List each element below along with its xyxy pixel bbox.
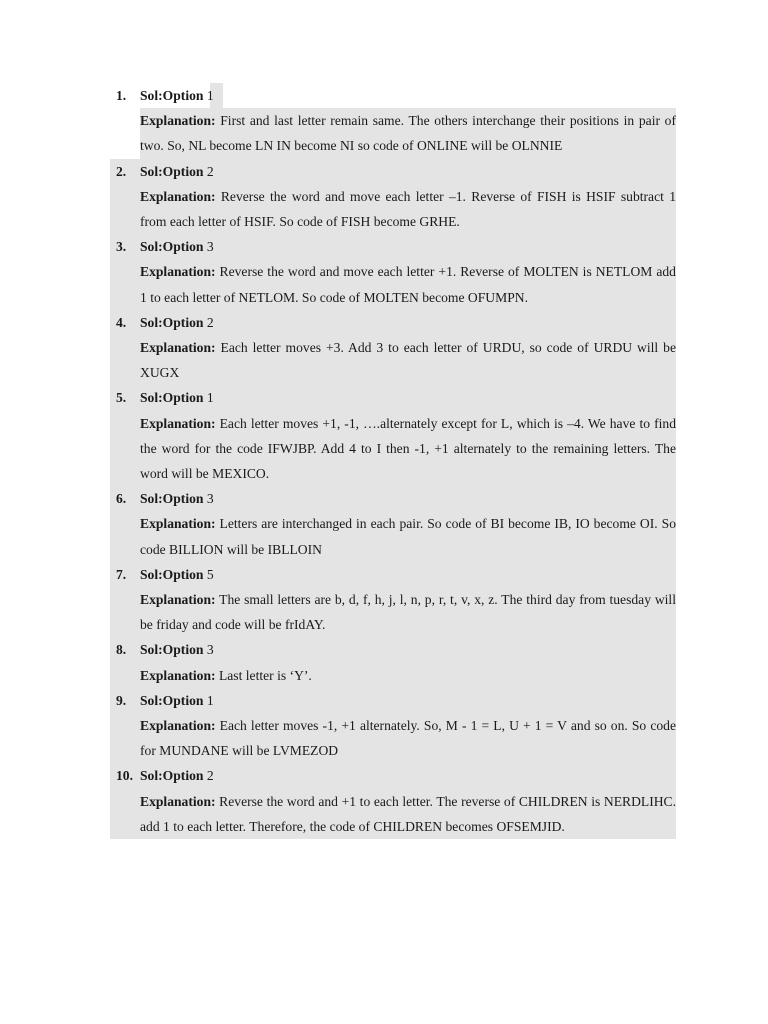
solution-number: 6.: [116, 491, 127, 507]
option-label: Option: [162, 642, 204, 658]
solution-header: [110, 486, 676, 511]
explanation: [110, 511, 676, 561]
solution-number: 9.: [116, 692, 127, 708]
option-label: Option: [162, 491, 204, 507]
option-value: 3: [206, 239, 214, 255]
solution-number: 5.: [116, 390, 127, 406]
solution-header: [110, 562, 676, 587]
solution-header: [110, 637, 676, 662]
explanation: [110, 411, 676, 487]
explanation: [110, 259, 676, 309]
solution-number: 4.: [116, 314, 127, 330]
explanation: [110, 108, 676, 158]
option-value: 1: [206, 88, 214, 103]
sol-label: Sol:: [140, 566, 163, 582]
solution-header: [110, 385, 676, 410]
solutions-list: [110, 83, 676, 839]
solution-item-10: [110, 763, 676, 839]
solution-number: 7.: [116, 566, 127, 582]
explanation-label: Explanation:: [140, 113, 216, 129]
explanation-text: Reverse the word and move each letter +1. Reverse of MOLTEN is NETLOM add 1 to each letter of NETLOM. So code of MOLTEN become OFUMPN.: [140, 264, 676, 305]
explanation-text: The small letters are b, d, f, h, j, l, n, p, r, t, v, x, z. The third day from tuesday will be friday and code will be frIdAY.: [140, 591, 676, 633]
sol-label: Sol:: [140, 390, 163, 406]
option-label: Option: [162, 163, 204, 179]
solution-item-5: [110, 385, 676, 486]
option-value: 3: [206, 642, 214, 658]
solution-header: [110, 688, 676, 713]
explanation: [110, 789, 676, 839]
explanation: [110, 713, 676, 763]
solution-number: 10.: [116, 768, 133, 784]
explanation-label: Explanation:: [140, 339, 216, 355]
explanation: [110, 663, 676, 688]
solution-item-6: [110, 486, 676, 562]
solution-header: [110, 159, 676, 184]
explanation-label: Explanation:: [140, 188, 216, 204]
explanation-label: Explanation:: [140, 717, 216, 733]
explanation: [110, 184, 676, 234]
explanation-text: Letters are interchanged in each pair. So code of BI become IB, IO become OI. So code BILLION will be IBLLOIN: [140, 516, 676, 557]
solution-item-7: [110, 562, 676, 638]
solution-item-2: [110, 159, 676, 235]
solution-number: 2.: [116, 163, 127, 179]
option-value: 2: [206, 768, 214, 784]
explanation-text: Each letter moves +3. Add 3 to each letter of URDU, so code of URDU will be XUGX: [140, 339, 676, 381]
explanation-text: Last letter is ‘Y’.: [218, 667, 312, 683]
solution-item-9: [110, 688, 676, 764]
sol-label: Sol:: [140, 239, 163, 255]
option-value: 3: [206, 491, 214, 507]
sol-label: Sol:: [140, 642, 163, 658]
option-label: Option: [162, 239, 204, 255]
explanation-label: Explanation:: [140, 415, 216, 431]
solution-item-4: [110, 310, 676, 386]
option-label: Option: [162, 768, 204, 784]
explanation: [110, 587, 676, 637]
option-label: Option: [162, 390, 204, 406]
solution-header: [110, 83, 676, 108]
solution-number: 8.: [116, 642, 127, 658]
sol-label: Sol:: [140, 692, 163, 708]
option-value: 5: [206, 566, 214, 582]
explanation: [110, 335, 676, 385]
option-value: 2: [206, 314, 214, 330]
sol-label: Sol:: [140, 491, 163, 507]
explanation-text: Reverse the word and +1 to each letter. The reverse of CHILDREN is NERDLIHC. add 1 to each letter. Therefore, the code of CHILDREN becomes OFSEMJID.: [140, 793, 676, 834]
solution-header: [110, 310, 676, 335]
explanation-text: Each letter moves -1, +1 alternately. So, M - 1 = L, U + 1 = V and so on. So code for MUNDANE will be LVMEZOD: [140, 717, 676, 759]
solution-item-8: [110, 637, 676, 687]
solution-header: [110, 234, 676, 259]
explanation-label: Explanation:: [140, 667, 216, 683]
option-value: 2: [206, 163, 214, 179]
explanation-text: Reverse the word and move each letter –1. Reverse of FISH is HSIF subtract 1 from each letter of HSIF. So code of FISH become GRHE.: [140, 188, 676, 229]
explanation-label: Explanation:: [140, 516, 216, 532]
option-value: 1: [206, 390, 214, 406]
explanation-label: Explanation:: [140, 793, 216, 809]
solution-item-3: [110, 234, 676, 310]
explanation-text: First and last letter remain same. The others interchange their positions in pair of two. So, NL become LN IN become NI so code of ONLINE will be OLNNIE: [140, 113, 676, 154]
explanation-label: Explanation:: [140, 591, 216, 607]
option-label: Option: [162, 566, 204, 582]
option-value: 1: [206, 692, 214, 708]
solution-item-1: [110, 83, 676, 159]
explanation-text: Each letter moves +1, -1, ….alternately except for L, which is –4. We have to find the word for the code IFWJBP. Add 4 to I then -1, +1 alternately to the remaining letters. The word will be MEXICO.: [140, 415, 676, 481]
option-label: Option: [162, 692, 204, 708]
solution-header: [110, 763, 676, 788]
option-label: Option: [162, 88, 204, 103]
sol-label: Sol:: [140, 768, 163, 784]
solution-number: 3.: [116, 239, 127, 255]
solution-number: 1.: [116, 88, 127, 103]
option-label: Option: [162, 314, 204, 330]
sol-label: Sol:: [140, 314, 163, 330]
sol-label: Sol:: [140, 88, 163, 103]
explanation-label: Explanation:: [140, 264, 216, 280]
sol-label: Sol:: [140, 163, 163, 179]
